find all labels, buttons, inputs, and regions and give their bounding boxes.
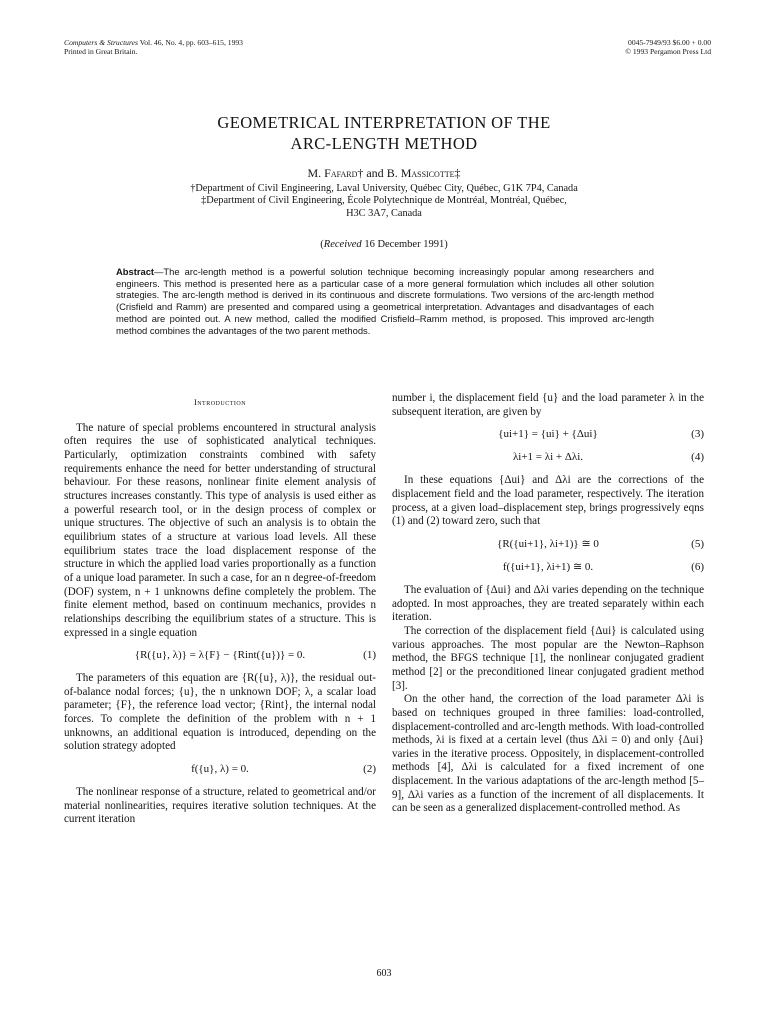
equation-3 xyxy=(392,428,704,442)
equation-2-expr: f({u}, λ) = 0. xyxy=(191,763,249,776)
equation-6-expr: f({ui+1}, λi+1) ≅ 0. xyxy=(502,561,594,574)
title-line-2: ARC-LENGTH METHOD xyxy=(290,134,478,153)
paper-title xyxy=(0,112,768,154)
printed-note: Printed in Great Britain. xyxy=(64,47,138,56)
abstract-label: Abstract xyxy=(116,266,155,277)
received-label: Received xyxy=(323,239,362,250)
author-1-name: Fafard xyxy=(324,166,358,180)
equation-5-expr: {R({ui+1}, λi+1)} ≅ 0 xyxy=(497,538,599,551)
author-2-mark: ‡ xyxy=(454,166,461,180)
journal-citation: Vol. 46, No. 4, pp. 603–615, 1993 xyxy=(139,38,243,47)
intro-paragraph-1: The nature of special problems encountered in structural analysis often requires the use of sophisticated analytical techniques. Particularly, optimization constraints combined with safety requirements enhance the need for better understanding of structural behaviour. For these reasons, nonlinear finite element analysis of structures increases constantly. This type of analysis is used either as a powerful research tool, or in the design process of complex or unique structures. The objective of such an analysis is to obtain the equilibrium states of a structure at various load levels. All these equilibrium states trace the load displacement response of the structure in which the applied load varies proportionally as a function of a unique load parameter. In such a case, for an n degree-of-freedom (DOF) system, n + 1 unknowns define completely the problem. The finite element method, based on continuum mechanics, provides n relationships describing the equilibrium states of a structure. This is expressed in a single equation xyxy=(64,421,376,639)
equation-4 xyxy=(392,451,704,465)
author-line xyxy=(0,166,768,181)
journal-name: Computers & Structures xyxy=(64,38,138,47)
affiliation-2: ‡Department of Civil Engineering, École Polytechnique de Montréal, Montréal, Québec, xyxy=(201,195,567,207)
article-code: 0045-7949/93 $6.00 + 0.00 xyxy=(628,38,711,47)
received-close: ) xyxy=(444,239,448,250)
right-paragraph-1: number i, the displacement field {u} and the load parameter λ in the subsequent iteration, are given by xyxy=(392,392,704,418)
affiliation-1: †Department of Civil Engineering, Laval University, Québec City, Québec, G1K 7P4, Canada xyxy=(190,183,578,194)
affiliation-2-cont: H3C 3A7, Canada xyxy=(346,207,422,219)
title-line-1: GEOMETRICAL INTERPRETATION OF THE xyxy=(217,113,551,132)
received-open: ( xyxy=(320,239,324,250)
equation-1 xyxy=(64,649,376,663)
intro-paragraph-3: The nonlinear response of a structure, related to geometrical and/or material nonlinearities, requires iterative solution techniques. At the current iteration xyxy=(64,786,376,826)
equation-5-number: (5) xyxy=(691,538,704,551)
section-heading-introduction: Introduction xyxy=(193,398,247,407)
equation-4-expr: λi+1 = λi + Δλi. xyxy=(512,451,584,464)
equation-3-number: (3) xyxy=(691,428,704,441)
equation-4-number: (4) xyxy=(691,451,704,464)
equation-2 xyxy=(64,763,376,777)
equation-1-expr: {R({u}, λ)} = λ{F} − {Rint({u})} = 0. xyxy=(134,649,306,662)
author-join: and xyxy=(363,166,387,180)
received-date xyxy=(0,238,768,251)
author-1-initial: M. xyxy=(307,166,325,180)
page-number: 603 xyxy=(376,968,392,979)
equation-6 xyxy=(392,561,704,575)
equation-1-number: (1) xyxy=(363,649,376,662)
abstract-text: —The arc-length method is a powerful solution technique becoming increasingly popular among researchers and engineers. This method is presented here as a particular case of a more general formulation which includes all other solution strategies. The arc-length method is derived in its continuous and discrete formulations. Two versions of the arc-length method (Crisfield and Ramm) are presented and compared using a geometrical interpretation. Advantages and disadvantages of each method are pointed out. A new method, called the modified Crisfield–Ramm method, is proposed. This improved arc-length method combines the advantages of the two parent methods. xyxy=(116,266,654,336)
right-column xyxy=(392,392,704,816)
author-2-initial: B. xyxy=(386,166,401,180)
right-paragraph-2: In these equations {Δui} and Δλi are the corrections of the displacement field and the load parameter, respectively. The iteration process, at a given load–displacement step, brings progressively eqns (1) and (2) toward zero, such that xyxy=(392,474,704,528)
author-1-mark: † xyxy=(357,166,364,180)
running-header-right xyxy=(625,38,711,56)
right-paragraph-4: The correction of the displacement field {Δui} is calculated using various approaches. The most popular are the Newton–Raphson method, the BFGS technique [1], the nonlinear conjugated gradient method [2] or the preconditioned linear conjugated gradient method [3]. xyxy=(392,624,704,692)
equation-5 xyxy=(392,538,704,552)
right-paragraph-5: On the other hand, the correction of the load parameter Δλi is based on techniques grouped in three families: load-controlled, displacement-controlled and arc-length methods. With load-controlled methods, λi is fixed at a certain level (thus Δλi = 0) and only {Δui} varies in the iterative process. Oppositely, in displacement-controlled methods [4], Δλi is calculated for a fixed increment of one displacement. In the various adaptations of the arc-length method [5–9], Δλi varies as a function of the increment of all displacements. It can be seen as a generalized displacement-controlled method. As xyxy=(392,693,704,815)
equation-3-expr: {ui+1} = {ui} + {Δui} xyxy=(498,428,598,441)
abstract xyxy=(116,266,654,336)
right-paragraph-3: The evaluation of {Δui} and Δλi varies depending on the technique adopted. In most approaches, they are treated separately within each iteration. xyxy=(392,583,704,624)
received-date-value: 16 December 1991 xyxy=(361,239,445,250)
affiliations xyxy=(0,183,768,220)
equation-2-number: (2) xyxy=(363,763,376,776)
running-header-left xyxy=(64,38,243,56)
intro-paragraph-2: The parameters of this equation are {R({u}, λ)}, the residual out-of-balance nodal forces; {u}, the n unknown DOF; λ, a scalar load parameter; {F}, the reference load vector; {Rint}, the internal nodal forces. To complete the definition of the problem with n + 1 unknowns, an additional equation is introduced, depending on the solution strategy adopted xyxy=(64,672,376,753)
equation-6-number: (6) xyxy=(691,561,704,574)
copyright-note: © 1993 Pergamon Press Ltd xyxy=(625,47,711,56)
left-column xyxy=(64,392,376,827)
author-2-name: Massicotte xyxy=(400,166,455,180)
